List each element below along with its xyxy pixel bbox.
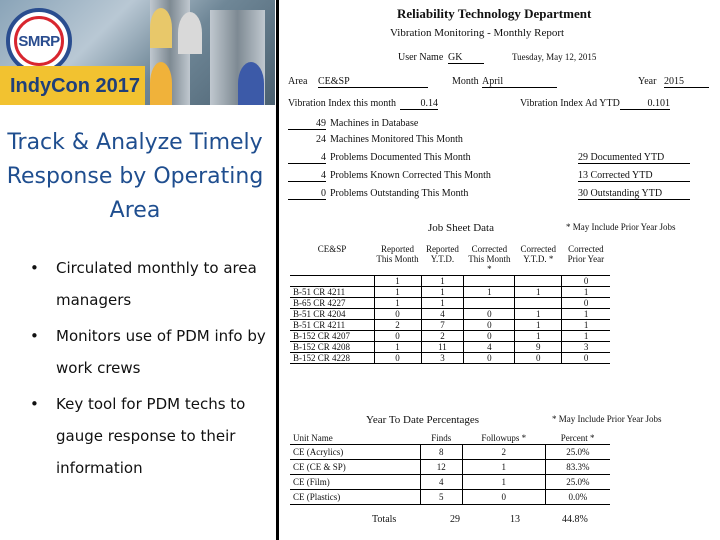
header-photo-strip: [0, 0, 275, 105]
event-banner: [0, 66, 145, 105]
bullet-item: [30, 252, 270, 316]
report-department: Reliability Technology Department: [397, 6, 592, 21]
ytd-stat: 13 Corrected YTD: [578, 170, 690, 182]
table-cell: 1: [562, 331, 610, 342]
bullet-icon: •: [30, 395, 39, 413]
stat-label: Problems Known Corrected This Month: [330, 170, 491, 181]
monthly-report: [282, 0, 720, 540]
table-row: [290, 309, 610, 320]
stat-value: 4: [288, 152, 326, 164]
report-date: Tuesday, May 12, 2015: [512, 52, 597, 62]
logo-text: SMRP: [18, 32, 60, 50]
ytd-stat: 30 Outstanding YTD: [578, 188, 690, 200]
table-cell: 83.3%: [545, 460, 610, 475]
report-subtitle: Vibration Monitoring - Monthly Report: [390, 27, 565, 39]
table-cell: 1: [515, 331, 562, 342]
user-value: GK: [448, 52, 484, 64]
table-cell: CE (Plastics): [290, 490, 420, 505]
table-cell: 0: [374, 309, 421, 320]
table-cell: 9: [515, 342, 562, 353]
bullet-icon: •: [30, 327, 39, 345]
user-label: User Name: [398, 52, 444, 63]
bullet-text: Monitors use of PDM info by work crews: [56, 327, 266, 377]
slide-title: Track & Analyze Timely Response by Operating Area: [6, 130, 264, 223]
event-name: IndyCon 2017: [10, 74, 141, 97]
vi-ytd-value: 0.101: [620, 98, 670, 110]
month-value: April: [482, 76, 557, 88]
table-cell: 5: [420, 490, 462, 505]
stat-label: Machines in Database: [330, 118, 419, 129]
table-cell: 1: [374, 276, 421, 287]
table-cell: [464, 276, 515, 287]
column-header: Corrected Y.T.D. *: [515, 243, 562, 276]
table-cell: 1: [562, 309, 610, 320]
table-cell: 12: [420, 460, 462, 475]
vi-month-label: Vibration Index this month: [288, 98, 396, 109]
table-cell: 25.0%: [545, 475, 610, 490]
table-cell: 0: [562, 353, 610, 364]
table-cell: 3: [421, 353, 464, 364]
table-cell: [515, 276, 562, 287]
column-header: Percent *: [545, 432, 610, 445]
table-cell: B-152 CR 4207: [290, 331, 374, 342]
stat-value: 24: [316, 134, 326, 145]
table-cell: B-65 CR 4227: [290, 298, 374, 309]
table-row: [290, 475, 610, 490]
bullet-item: [30, 388, 270, 484]
stat-label: Machines Monitored This Month: [330, 134, 463, 145]
bullet-text: Circulated monthly to area managers: [56, 259, 257, 309]
table-cell: [464, 298, 515, 309]
table-cell: 0: [462, 490, 545, 505]
table-cell: 0: [562, 276, 610, 287]
table-cell: 4: [421, 309, 464, 320]
table-cell: 1: [464, 287, 515, 298]
table-cell: CE (Acrylics): [290, 445, 420, 460]
table-cell: 1: [515, 320, 562, 331]
column-header: Unit Name: [290, 432, 420, 445]
area-label: Area: [288, 76, 308, 87]
table-cell: 3: [562, 342, 610, 353]
table-cell: 1: [462, 460, 545, 475]
vi-ytd-label: Vibration Index Ad YTD: [520, 98, 620, 109]
table-cell: [515, 298, 562, 309]
table-cell: 0: [464, 353, 515, 364]
table-cell: 1: [515, 287, 562, 298]
table-cell: 25.0%: [545, 445, 610, 460]
job-sheet-title: Job Sheet Data: [428, 222, 494, 234]
table-cell: 8: [420, 445, 462, 460]
worker-figure: [150, 62, 172, 105]
column-header: Corrected This Month *: [464, 243, 515, 276]
table-cell: 0: [464, 309, 515, 320]
table-cell: 0: [374, 353, 421, 364]
table-cell: 2: [462, 445, 545, 460]
table-cell: 7: [421, 320, 464, 331]
vertical-divider: [276, 0, 279, 540]
column-header: Finds: [420, 432, 462, 445]
column-header: Corrected Prior Year: [562, 243, 610, 276]
column-header: Reported Y.T.D.: [421, 243, 464, 276]
table-cell: 2: [421, 331, 464, 342]
table-cell: 1: [462, 475, 545, 490]
stat-label: Problems Documented This Month: [330, 152, 471, 163]
table-cell: 0: [464, 320, 515, 331]
ytd-percentages-table: [290, 432, 610, 505]
table-cell: B-51 CR 4211: [290, 287, 374, 298]
bullet-text: Key tool for PDM techs to gauge response to their information: [56, 395, 246, 477]
table-cell: 1: [562, 287, 610, 298]
ytd-stat: 29 Documented YTD: [578, 152, 690, 164]
totals-percent: 44.8%: [562, 514, 588, 525]
table-cell: 1: [374, 287, 421, 298]
vi-month-value: 0.14: [400, 98, 438, 110]
table-cell: 4: [464, 342, 515, 353]
table-row: [290, 276, 610, 287]
month-label: Month: [452, 76, 479, 87]
smrp-logo: [6, 8, 72, 74]
table-row: [290, 320, 610, 331]
table-cell: 0.0%: [545, 490, 610, 505]
job-sheet-table: [290, 243, 610, 364]
table-cell: B-152 CR 4228: [290, 353, 374, 364]
table-cell: 1: [421, 287, 464, 298]
table-cell: 0: [464, 331, 515, 342]
column-header: CE&SP: [290, 243, 374, 276]
table-row: [290, 342, 610, 353]
table-row: [290, 287, 610, 298]
table-cell: 1: [374, 342, 421, 353]
bullet-list: [30, 252, 270, 484]
table-cell: 1: [374, 298, 421, 309]
totals-label: Totals: [372, 514, 397, 525]
table-cell: B-152 CR 4208: [290, 342, 374, 353]
table-cell: 11: [421, 342, 464, 353]
table-cell: CE (Film): [290, 475, 420, 490]
table-cell: [290, 276, 374, 287]
table-cell: 0: [515, 353, 562, 364]
ytd-title: Year To Date Percentages: [366, 414, 480, 426]
table-header-row: [290, 243, 610, 276]
table-row: [290, 445, 610, 460]
table-cell: 4: [420, 475, 462, 490]
table-row: [290, 490, 610, 505]
totals-finds: 29: [450, 514, 460, 525]
stat-value: 4: [288, 170, 326, 182]
table-row: [290, 331, 610, 342]
column-header: Followups *: [462, 432, 545, 445]
table-header-row: [290, 432, 610, 445]
table-cell: B-51 CR 4204: [290, 309, 374, 320]
table-row: [290, 298, 610, 309]
ytd-note: * May Include Prior Year Jobs: [552, 414, 662, 424]
table-cell: 1: [562, 320, 610, 331]
table-cell: 2: [374, 320, 421, 331]
bullet-item: [30, 320, 270, 384]
table-cell: B-51 CR 4211: [290, 320, 374, 331]
table-cell: 1: [421, 298, 464, 309]
column-header: Reported This Month: [374, 243, 421, 276]
table-row: [290, 460, 610, 475]
job-sheet-note: * May Include Prior Year Jobs: [566, 222, 676, 232]
stat-label: Problems Outstanding This Month: [330, 188, 469, 199]
worker-figure: [178, 12, 202, 54]
year-value: 2015: [664, 76, 709, 88]
worker-figure: [238, 62, 264, 105]
table-cell: CE (CE & SP): [290, 460, 420, 475]
year-label: Year: [638, 76, 657, 87]
area-value: CE&SP: [318, 76, 428, 88]
table-row: [290, 353, 610, 364]
totals-followups: 13: [510, 514, 520, 525]
table-cell: 0: [374, 331, 421, 342]
bullet-icon: •: [30, 259, 39, 277]
table-cell: 1: [515, 309, 562, 320]
table-cell: 0: [562, 298, 610, 309]
stat-value: 0: [288, 188, 326, 200]
table-cell: 1: [421, 276, 464, 287]
worker-figure: [150, 8, 172, 48]
stat-value: 49: [288, 118, 326, 130]
